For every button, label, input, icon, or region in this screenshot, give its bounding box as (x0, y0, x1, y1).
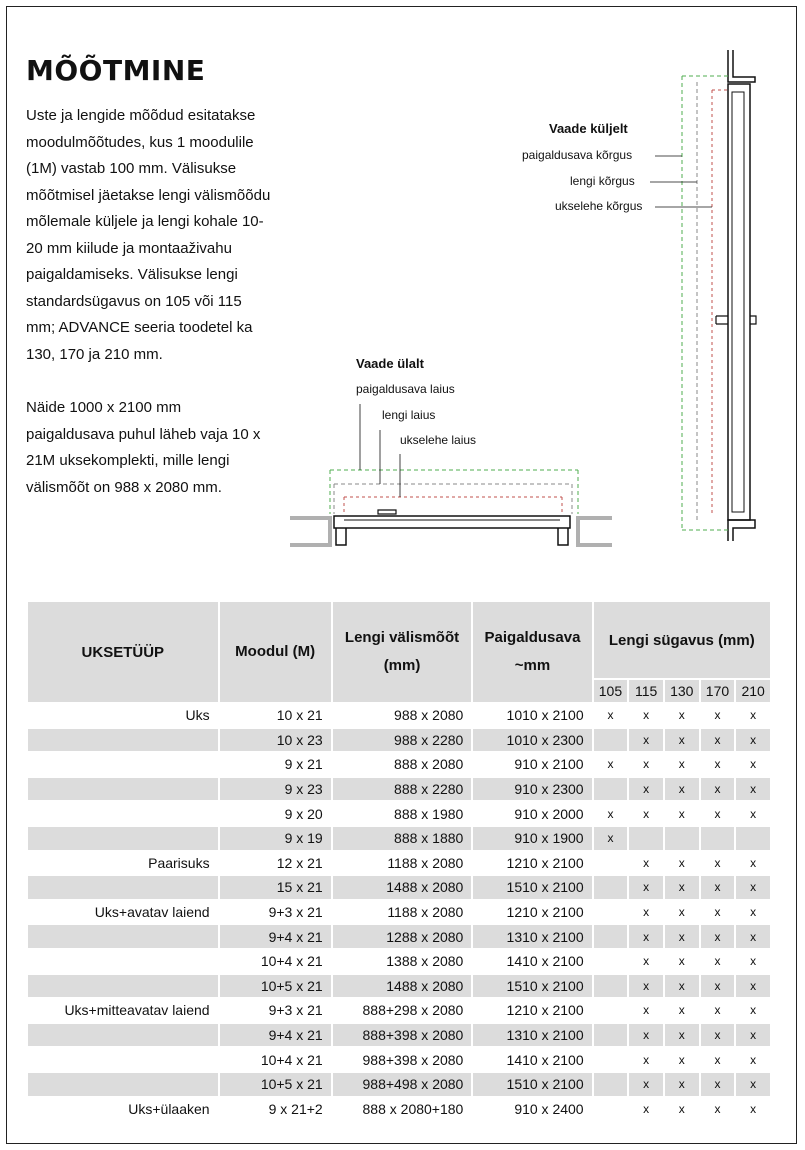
cell-depth-105 (593, 998, 629, 1023)
cell-depth-105: x (593, 801, 629, 826)
cell-depth-210 (735, 826, 771, 851)
cell-depth-130: x (664, 1023, 700, 1048)
table-row (28, 900, 771, 925)
cell-depth-170: x (700, 801, 736, 826)
cell-depth-170: x (700, 875, 736, 900)
cell-door-type (28, 728, 219, 753)
side-view-drawing (650, 50, 756, 541)
cell-depth-115: x (628, 752, 664, 777)
cell-depth-130: x (664, 851, 700, 876)
top-view-label-leaf-width: ukselehe laius (400, 433, 477, 447)
table-row (28, 1047, 771, 1072)
cell-depth-115: x (628, 949, 664, 974)
cell-depth-130: x (664, 777, 700, 802)
cell-depth-130: x (664, 728, 700, 753)
page-title: MÕÕTMINE (26, 54, 206, 87)
cell-depth-130: x (664, 998, 700, 1023)
cell-depth-130: x (664, 974, 700, 999)
cell-depth-115: x (628, 974, 664, 999)
cell-depth-115: x (628, 1072, 664, 1097)
cell-opening-size: 910 x 2300 (472, 777, 592, 802)
cell-depth-210: x (735, 851, 771, 876)
cell-frame-size: 1488 x 2080 (332, 875, 473, 900)
cell-opening-size: 1210 x 2100 (472, 900, 592, 925)
cell-door-type (28, 949, 219, 974)
cell-depth-115: x (628, 924, 664, 949)
cell-opening-size: 1210 x 2100 (472, 851, 592, 876)
header-frame-outer-size: Lengi välismõõt (mm) (332, 602, 473, 703)
cell-opening-size: 1510 x 2100 (472, 1072, 592, 1097)
cell-opening-size: 1410 x 2100 (472, 1047, 592, 1072)
header-depth-170: 170 (700, 679, 736, 703)
table-row (28, 1023, 771, 1048)
cell-depth-115: x (628, 900, 664, 925)
cell-depth-210: x (735, 1023, 771, 1048)
table-body (28, 703, 771, 1121)
cell-depth-130: x (664, 752, 700, 777)
header-depth-130: 130 (664, 679, 700, 703)
table-row (28, 1097, 771, 1122)
cell-depth-170: x (700, 1023, 736, 1048)
cell-depth-105: x (593, 703, 629, 728)
cell-depth-130: x (664, 924, 700, 949)
cell-frame-size: 888 x 1880 (332, 826, 473, 851)
cell-depth-105 (593, 974, 629, 999)
example-paragraph: Näide 1000 x 2100 mm paigaldusava puhul läheb vaja 10 x 21M uksekomplekti, mille lengi välismõõt on 988 x 2080 mm. (26, 399, 261, 496)
cell-module: 10+5 x 21 (219, 974, 332, 999)
cell-module: 10 x 23 (219, 728, 332, 753)
cell-frame-size: 1288 x 2080 (332, 924, 473, 949)
cell-opening-size: 910 x 2100 (472, 752, 592, 777)
side-view-label-frame-height: lengi kõrgus (570, 174, 635, 188)
cell-depth-105 (593, 851, 629, 876)
header-door-type: UKSETÜÜP (28, 602, 219, 703)
cell-depth-210: x (735, 752, 771, 777)
cell-depth-130 (664, 826, 700, 851)
cell-depth-105: x (593, 826, 629, 851)
cell-frame-size: 988+498 x 2080 (332, 1072, 473, 1097)
cell-frame-size: 888 x 2080 (332, 752, 473, 777)
cell-opening-size: 1410 x 2100 (472, 949, 592, 974)
header-depth-115: 115 (628, 679, 664, 703)
cell-module: 9 x 20 (219, 801, 332, 826)
cell-depth-115: x (628, 728, 664, 753)
cell-depth-170: x (700, 703, 736, 728)
cell-depth-210: x (735, 801, 771, 826)
cell-depth-170: x (700, 752, 736, 777)
table-row (28, 777, 771, 802)
cell-depth-210: x (735, 777, 771, 802)
intro-paragraph: Uste ja lengide mõõdud esitatakse moodulmõõtudes, kus 1 moodulile (1M) vastab 100 mm. Välisukse mõõtmisel jäetakse lengi välismõõdu mõlemale küljele ja lengi kohale 10-20 mm kiilude ja montaaživahu paigaldamiseks. Välisukse lengi standardsügavus on 105 või 115 mm; ADVANCE seeria toodetel ka 130, 170 ja 210 mm. (26, 107, 271, 363)
cell-opening-size: 1510 x 2100 (472, 875, 592, 900)
cell-depth-105: x (593, 752, 629, 777)
header-module: Moodul (M) (219, 602, 332, 703)
header-depth-210: 210 (735, 679, 771, 703)
cell-depth-210: x (735, 1072, 771, 1097)
table-row (28, 998, 771, 1023)
cell-module: 10+5 x 21 (219, 1072, 332, 1097)
cell-module: 9+4 x 21 (219, 924, 332, 949)
cell-depth-130: x (664, 900, 700, 925)
cell-frame-size: 888+398 x 2080 (332, 1023, 473, 1048)
cell-frame-size: 888 x 1980 (332, 801, 473, 826)
cell-door-type: Uks (28, 703, 219, 728)
cell-depth-210: x (735, 998, 771, 1023)
cell-depth-115: x (628, 1097, 664, 1122)
cell-opening-size: 1510 x 2100 (472, 974, 592, 999)
cell-depth-210: x (735, 1047, 771, 1072)
cell-depth-130: x (664, 1072, 700, 1097)
cell-depth-130: x (664, 801, 700, 826)
cell-depth-115: x (628, 998, 664, 1023)
cell-module: 10 x 21 (219, 703, 332, 728)
cell-depth-130: x (664, 1047, 700, 1072)
cell-opening-size: 910 x 2000 (472, 801, 592, 826)
cell-door-type (28, 974, 219, 999)
cell-depth-170: x (700, 1047, 736, 1072)
cell-module: 9+4 x 21 (219, 1023, 332, 1048)
top-view-label-opening-width: paigaldusava laius (356, 382, 455, 396)
cell-depth-130: x (664, 703, 700, 728)
cell-door-type (28, 801, 219, 826)
table-row (28, 875, 771, 900)
table-row (28, 1072, 771, 1097)
cell-module: 9 x 21 (219, 752, 332, 777)
cell-frame-size: 988+398 x 2080 (332, 1047, 473, 1072)
cell-door-type: Uks+ülaaken (28, 1097, 219, 1122)
cell-frame-size: 1188 x 2080 (332, 851, 473, 876)
cell-module: 12 x 21 (219, 851, 332, 876)
table-row (28, 851, 771, 876)
cell-door-type (28, 1047, 219, 1072)
cell-depth-105 (593, 777, 629, 802)
side-view-title: Vaade küljelt (549, 121, 628, 136)
cell-door-type (28, 1072, 219, 1097)
cell-depth-170: x (700, 998, 736, 1023)
cell-depth-210: x (735, 728, 771, 753)
cell-depth-170: x (700, 974, 736, 999)
cell-depth-105 (593, 900, 629, 925)
top-view-label-frame-width: lengi laius (382, 408, 436, 422)
header-opening-size: Paigaldusava ~mm (472, 602, 592, 703)
cell-frame-size: 1388 x 2080 (332, 949, 473, 974)
side-view-label-leaf-height: ukselehe kõrgus (555, 199, 643, 213)
side-view-label-opening-height: paigaldusava kõrgus (522, 148, 633, 162)
cell-depth-210: x (735, 703, 771, 728)
cell-depth-115: x (628, 851, 664, 876)
cell-module: 9 x 21+2 (219, 1097, 332, 1122)
cell-depth-170: x (700, 851, 736, 876)
cell-door-type (28, 826, 219, 851)
cell-opening-size: 1010 x 2300 (472, 728, 592, 753)
cell-depth-105 (593, 1072, 629, 1097)
cell-depth-105 (593, 1047, 629, 1072)
cell-frame-size: 888 x 2280 (332, 777, 473, 802)
cell-opening-size: 910 x 2400 (472, 1097, 592, 1122)
cell-depth-115: x (628, 801, 664, 826)
cell-opening-size: 1310 x 2100 (472, 1023, 592, 1048)
cell-door-type: Uks+avatav laiend (28, 900, 219, 925)
cell-module: 9 x 23 (219, 777, 332, 802)
header-frame-depth: Lengi sügavus (mm) (593, 602, 771, 679)
cell-depth-170: x (700, 777, 736, 802)
cell-depth-115: x (628, 875, 664, 900)
cell-opening-size: 910 x 1900 (472, 826, 592, 851)
cell-module: 15 x 21 (219, 875, 332, 900)
cell-door-type: Uks+mitteavatav laiend (28, 998, 219, 1023)
cell-depth-170: x (700, 924, 736, 949)
cell-depth-115: x (628, 1023, 664, 1048)
cell-depth-115: x (628, 703, 664, 728)
cell-depth-210: x (735, 949, 771, 974)
cell-depth-170: x (700, 1097, 736, 1122)
cell-depth-210: x (735, 924, 771, 949)
cell-door-type: Paarisuks (28, 851, 219, 876)
table-row (28, 826, 771, 851)
cell-frame-size: 888 x 2080+180 (332, 1097, 473, 1122)
table-row (28, 728, 771, 753)
cell-depth-170: x (700, 1072, 736, 1097)
cell-depth-210: x (735, 1097, 771, 1122)
cell-depth-210: x (735, 974, 771, 999)
table-row (28, 801, 771, 826)
table-row (28, 949, 771, 974)
cell-depth-105 (593, 1097, 629, 1122)
cell-depth-210: x (735, 900, 771, 925)
cell-depth-115 (628, 826, 664, 851)
cell-frame-size: 1488 x 2080 (332, 974, 473, 999)
table-row (28, 703, 771, 728)
cell-door-type (28, 875, 219, 900)
cell-frame-size: 988 x 2280 (332, 728, 473, 753)
cell-depth-130: x (664, 875, 700, 900)
cell-module: 9+3 x 21 (219, 900, 332, 925)
cell-depth-105 (593, 728, 629, 753)
cell-depth-105 (593, 924, 629, 949)
cell-depth-115: x (628, 1047, 664, 1072)
cell-depth-210: x (735, 875, 771, 900)
cell-depth-170: x (700, 900, 736, 925)
table-row (28, 752, 771, 777)
door-sizes-table (28, 602, 772, 1122)
cell-depth-170: x (700, 949, 736, 974)
cell-depth-115: x (628, 777, 664, 802)
table-row (28, 924, 771, 949)
cell-depth-130: x (664, 1097, 700, 1122)
cell-frame-size: 888+298 x 2080 (332, 998, 473, 1023)
cell-opening-size: 1310 x 2100 (472, 924, 592, 949)
cell-frame-size: 988 x 2080 (332, 703, 473, 728)
header-depth-105: 105 (593, 679, 629, 703)
cell-depth-105 (593, 875, 629, 900)
cell-door-type (28, 1023, 219, 1048)
cell-depth-130: x (664, 949, 700, 974)
cell-module: 10+4 x 21 (219, 949, 332, 974)
cell-door-type (28, 924, 219, 949)
cell-depth-105 (593, 1023, 629, 1048)
cell-module: 9 x 19 (219, 826, 332, 851)
cell-depth-170 (700, 826, 736, 851)
cell-frame-size: 1188 x 2080 (332, 900, 473, 925)
cell-door-type (28, 752, 219, 777)
cell-opening-size: 1010 x 2100 (472, 703, 592, 728)
cell-module: 10+4 x 21 (219, 1047, 332, 1072)
cell-door-type (28, 777, 219, 802)
table-row (28, 974, 771, 999)
cell-opening-size: 1210 x 2100 (472, 998, 592, 1023)
cell-depth-105 (593, 949, 629, 974)
cell-depth-170: x (700, 728, 736, 753)
top-view-title: Vaade ülalt (356, 356, 424, 371)
top-view-drawing (290, 404, 612, 545)
cell-module: 9+3 x 21 (219, 998, 332, 1023)
